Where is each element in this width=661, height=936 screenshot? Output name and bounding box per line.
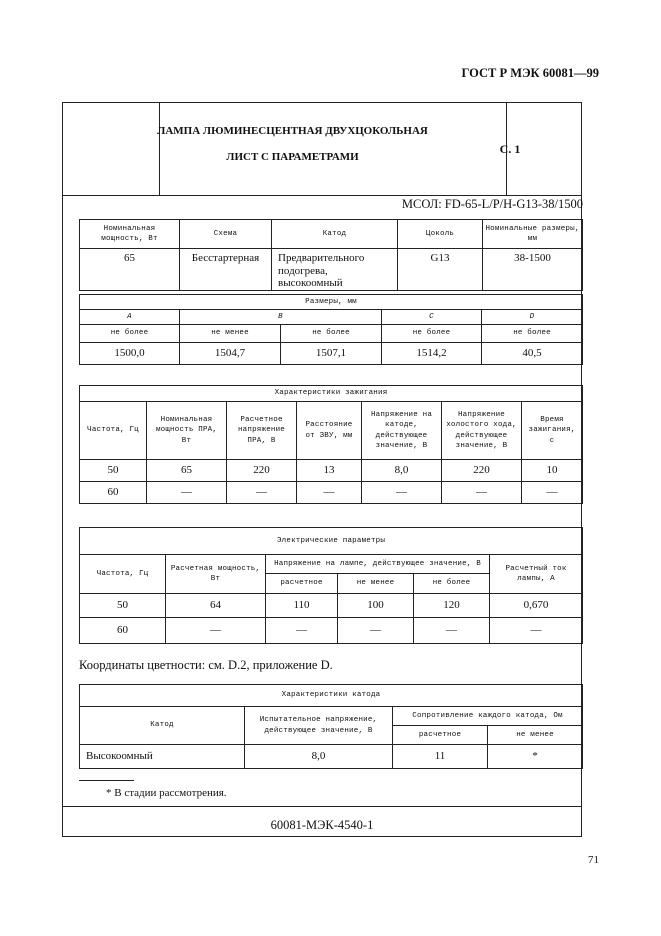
cathode-table bbox=[79, 684, 583, 769]
electrical-cell: — bbox=[338, 618, 414, 644]
dimensions-table bbox=[79, 294, 583, 365]
electrical-title: Электрические параметры bbox=[80, 528, 583, 555]
header-open-circuit-voltage: Напряжение холостого хода, действующее значение, В bbox=[442, 402, 522, 460]
electrical-cell: 110 bbox=[266, 594, 338, 618]
dim-value: 40,5 bbox=[482, 343, 583, 365]
cathode-cell: 11 bbox=[393, 745, 488, 769]
footnote: * В стадии рассмотрения. bbox=[106, 787, 227, 799]
ignition-cell: 220 bbox=[227, 460, 297, 482]
header-cathode: Катод bbox=[80, 707, 245, 745]
header-resistance: Сопротивление каждого катода, Ом bbox=[393, 707, 583, 726]
dim-value: 1507,1 bbox=[281, 343, 382, 365]
dim-condition: не более bbox=[281, 325, 382, 343]
header-min: не менее bbox=[488, 726, 583, 745]
ignition-cell: 13 bbox=[297, 460, 362, 482]
ignition-cell: 8,0 bbox=[362, 460, 442, 482]
standard-number: ГОСТ Р МЭК 60081—99 bbox=[461, 66, 599, 80]
header-power: Расчетная мощность, Вт bbox=[166, 555, 266, 594]
header-ballast-voltage: Расчетное напряжение ПРА, В bbox=[227, 402, 297, 460]
cathode-cell: Высокоомный bbox=[80, 745, 245, 769]
ignition-cell: — bbox=[442, 482, 522, 504]
page-number: 71 bbox=[588, 854, 599, 866]
header-divider-left bbox=[159, 103, 160, 195]
ignition-cell: 50 bbox=[80, 460, 147, 482]
header-base: Цоколь bbox=[398, 220, 483, 249]
cell-base: G13 bbox=[398, 249, 483, 291]
title-line-2: ЛИСТ С ПАРАМЕТРАМИ bbox=[226, 151, 359, 163]
ignition-cell: 65 bbox=[147, 460, 227, 482]
dim-value: 1500,0 bbox=[80, 343, 180, 365]
electrical-cell: — bbox=[414, 618, 490, 644]
dim-letter-d: D bbox=[482, 310, 583, 325]
header-rated: расчетное bbox=[393, 726, 488, 745]
dim-condition: не более bbox=[80, 325, 180, 343]
cathode-cell: 8,0 bbox=[245, 745, 393, 769]
header-lamp-voltage: Напряжение на лампе, действующее значение, В bbox=[266, 555, 490, 574]
ignition-table bbox=[79, 385, 583, 504]
header-current: Расчетный ток лампы, А bbox=[490, 555, 583, 594]
header-rated: расчетное bbox=[266, 574, 338, 594]
header-dimensions: Номинальные размеры, мм bbox=[483, 220, 583, 249]
dimensions-title: Размеры, мм bbox=[80, 295, 583, 310]
header-scheme: Схема bbox=[180, 220, 272, 249]
electrical-cell: 50 bbox=[80, 594, 166, 618]
ignition-cell: — bbox=[522, 482, 583, 504]
dim-value: 1504,7 bbox=[180, 343, 281, 365]
ignition-cell: 220 bbox=[442, 460, 522, 482]
electrical-cell: — bbox=[490, 618, 583, 644]
electrical-cell: 60 bbox=[80, 618, 166, 644]
ignition-cell: — bbox=[297, 482, 362, 504]
header-cathode-voltage: Напряжение на катоде, действующее значение, В bbox=[362, 402, 442, 460]
dim-condition: не менее bbox=[180, 325, 281, 343]
header-distance: Расстояние от ЗВУ, мм bbox=[297, 402, 362, 460]
ignition-cell: — bbox=[227, 482, 297, 504]
header-test-voltage: Испытательное напряжение, действующее значение, В bbox=[245, 707, 393, 745]
header-frequency: Частота, Гц bbox=[80, 402, 147, 460]
dim-letter-c: C bbox=[382, 310, 482, 325]
sheet-number: С. 1 bbox=[499, 142, 521, 156]
header-min: не менее bbox=[338, 574, 414, 594]
header-ignition-time: Время зажигания, с bbox=[522, 402, 583, 460]
ignition-title: Характеристики зажигания bbox=[80, 386, 583, 402]
cell-power: 65 bbox=[80, 249, 180, 291]
ignition-cell: 10 bbox=[522, 460, 583, 482]
dim-condition: не более bbox=[482, 325, 583, 343]
mcol-code: МСОЛ: FD-65-L/P/H-G13-38/1500 bbox=[401, 197, 583, 211]
ignition-cell: — bbox=[362, 482, 442, 504]
cell-dimensions: 38-1500 bbox=[483, 249, 583, 291]
electrical-cell: — bbox=[166, 618, 266, 644]
header-max: не более bbox=[414, 574, 490, 594]
lamp-data-table bbox=[79, 219, 583, 291]
header-cathode: Катод bbox=[272, 220, 398, 249]
header-power: Номинальная мощность, Вт bbox=[80, 220, 180, 249]
document-number: 60081-МЭК-4540-1 bbox=[270, 818, 374, 832]
cell-scheme: Бесстартерная bbox=[180, 249, 272, 291]
title-line-1: ЛАМПА ЛЮМИНЕСЦЕНТНАЯ ДВУХЦОКОЛЬНАЯ bbox=[157, 125, 428, 137]
electrical-cell: — bbox=[266, 618, 338, 644]
header-frequency: Частота, Гц bbox=[80, 555, 166, 594]
ignition-cell: — bbox=[147, 482, 227, 504]
dim-value: 1514,2 bbox=[382, 343, 482, 365]
electrical-cell: 0,670 bbox=[490, 594, 583, 618]
header-bottom-line bbox=[63, 195, 581, 196]
cathode-cell: * bbox=[488, 745, 583, 769]
bottom-divider bbox=[62, 806, 582, 807]
electrical-table bbox=[79, 527, 583, 644]
electrical-cell: 100 bbox=[338, 594, 414, 618]
footnote-rule bbox=[79, 780, 134, 781]
dim-letter-a: A bbox=[80, 310, 180, 325]
chromaticity-note: Координаты цветности: см. D.2, приложение D. bbox=[79, 658, 333, 672]
header-ballast-power: Номинальная мощность ПРА, Вт bbox=[147, 402, 227, 460]
electrical-cell: 120 bbox=[414, 594, 490, 618]
dim-condition: не более bbox=[382, 325, 482, 343]
cathode-title: Характеристики катода bbox=[80, 685, 583, 707]
cell-cathode: Предварительного подогрева, высокоомный bbox=[272, 249, 398, 291]
dim-letter-b: B bbox=[180, 310, 382, 325]
electrical-cell: 64 bbox=[166, 594, 266, 618]
ignition-cell: 60 bbox=[80, 482, 147, 504]
